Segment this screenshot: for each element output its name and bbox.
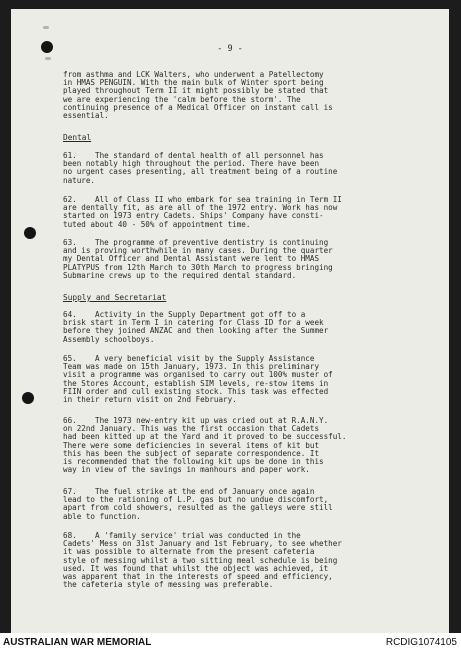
paragraph-62: 62. All of Class II who embark for sea training in Term II are dentally fit, as are all of the 1972 entry. Work has now started on 1973 entry Cadets. Ships' Company have consti- tuted about 40 - 50% of appointment time. [63, 195, 342, 229]
paragraph-64: 64. Activity in the Supply Department got off to a brisk start in Term I in catering for Class ID for a week before they joined ANZAC and then looking after the Summer Assembly schoolboys. [63, 310, 329, 344]
footer-bar [0, 633, 461, 653]
punch-hole-middle [24, 227, 36, 239]
paragraph-68: 68. A 'family service' trial was conducted in the Cadets' Mess on 31st January and 1st February, to see whether it was possible to alternate from the present cafeteria style of messing whilst a two sitting meal schedule is being used. It was found that whilst the object was achieved, it was apparent that in the interests of speed and efficiency, the cafeteria style of messing was preferable. [63, 531, 342, 590]
footer-institution: AUSTRALIAN WAR MEMORIAL [3, 637, 152, 648]
paragraph-61: 61. The standard of dental health of all personnel has been notably high throughout the period. There have been no urgent cases presenting, all treatment being of a routine nature. [63, 151, 338, 185]
paragraph-intro: from asthma and LCK Walters, who underwent a Patellectomy in HMAS PENGUIN. With the main bulk of Winter sport being played throughout Term II it might possibly be stated that we are experiencing the 'calm before the storm'. The continuing presence of a Medical Officer on instant call is essential. [63, 70, 333, 121]
staple-mark [45, 57, 51, 60]
footer-record-id: RCDIG1074105 [385, 637, 457, 648]
paragraph-67: 67. The fuel strike at the end of January once again lead to the rationing of L.P. gas but no undue discomfort, apart from cold showers, resulted as the galleys were still able to function. [63, 487, 333, 521]
document-page [11, 9, 449, 633]
paragraph-63: 63. The programme of preventive dentistry is continuing and is proving worthwhile in many cases. During the quarter my Dental Officer and Dental Assistant were lent to HMAS PLATYPUS from 12th March to 30th March to progress bringing Submarine crews up to the required dental standard. [63, 238, 333, 280]
section-heading-supply: Supply and Secretariat [63, 293, 167, 302]
paragraph-65: 65. A very beneficial visit by the Supply Assistance Team was made on 15th January, 1973. In this preliminary visit a programme was organised to carry out 100% muster of the Stores Account, establish SIM levels, re-stow items in FIIN order and cull existing stock. This task was effected in their return visit on 2nd February. [63, 354, 333, 405]
punch-hole-bottom [22, 392, 34, 404]
page-number: - 9 - [217, 44, 243, 54]
section-heading-dental: Dental [63, 133, 92, 142]
staple-mark [43, 26, 49, 29]
paragraph-66: 66. The 1973 new-entry kit up was cried out at R.A.N.Y. on 22nd January. This was the first occasion that Cadets had been kitted up at the Yard and it proved to be successful. There were some deficiencies in several items of kit but this has been the subject of separate correspondence. It is recommended that the following kit ups be done in this way in view of the savings in manhours and paper work. [63, 416, 347, 475]
